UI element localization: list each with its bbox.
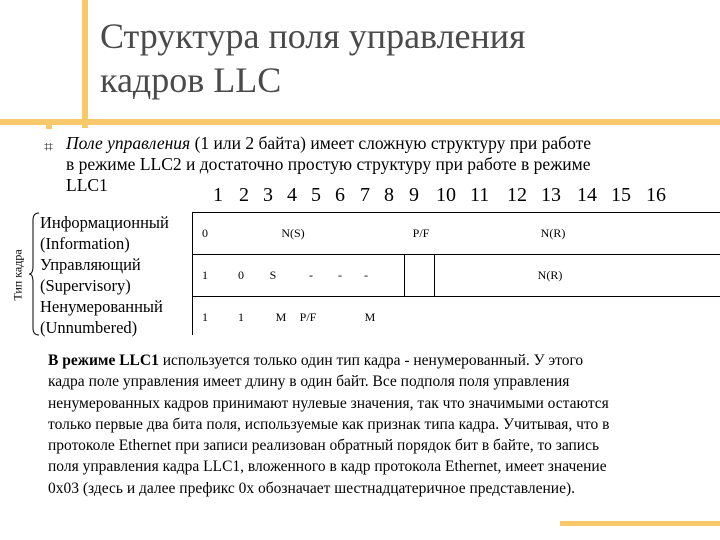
- bullet-icon: ⌗: [44, 139, 54, 156]
- title-line-2: кадров LLC: [100, 60, 282, 100]
- frame-type-axis-label: [8, 215, 28, 335]
- bit-number: 11: [470, 184, 490, 206]
- sup-dash-2: -: [338, 268, 342, 282]
- decorative-horizontal-bar: [0, 119, 720, 125]
- info-ns: N(S): [281, 226, 305, 240]
- frame-type-list: [40, 212, 169, 338]
- unn-bit1: 1: [202, 310, 208, 324]
- bit-number: 4: [287, 184, 297, 206]
- brace-icon: [28, 212, 40, 336]
- unn-m2: M: [364, 310, 376, 324]
- body-line-4: только первые два бита поля, используемые как признак типа кадра. Учитывая, что в: [48, 415, 610, 433]
- bit-number: 16: [646, 184, 666, 206]
- bit-number: 5: [311, 184, 321, 206]
- table-border-top: [192, 212, 720, 213]
- bit-number: 13: [541, 184, 561, 206]
- intro-lead: Поле управления: [66, 133, 191, 153]
- table-divider-1: [192, 254, 720, 255]
- type-supervisory-en: (Supervisory): [40, 276, 131, 295]
- info-pf: P/F: [412, 226, 430, 240]
- body-line-6: поля управления кадра LLC1, вложенного в кадр протокола Ethernet, имеет значение: [48, 458, 607, 476]
- unn-m1: M: [275, 310, 287, 324]
- body-line-3: ненумерованных кадров принимают нулевые значения, так что значимыми остаются: [48, 394, 609, 412]
- bit-number: 12: [507, 184, 527, 206]
- intro-line-1: (1 или 2 байта) имеет сложную структуру при работе: [190, 133, 592, 153]
- llc1-paragraph: [48, 350, 708, 499]
- type-supervisory: Управляющий: [40, 255, 141, 274]
- table-separator-sup: [404, 254, 405, 296]
- sup-bit2: 0: [238, 268, 244, 282]
- bit-number: 1: [213, 184, 223, 206]
- bit-number: 14: [577, 184, 597, 206]
- body-line-2: кадра поле управления имеет длину в один байт. Все подполя поля управления: [48, 373, 570, 391]
- table-border-left: [192, 212, 193, 335]
- unn-pf: P/F: [299, 310, 317, 324]
- sup-s: S: [269, 268, 277, 282]
- type-information: Информационный: [40, 213, 169, 232]
- type-unnumbered-en: (Unnumbered): [40, 318, 138, 337]
- bit-number: 7: [360, 184, 370, 206]
- body-line-1: используется только один тип кадра - ненумерованный. У этого: [158, 352, 584, 369]
- table-separator-sup-2: [434, 254, 435, 296]
- decorative-tick: [46, 125, 52, 129]
- bit-number: 3: [263, 184, 273, 206]
- bit-number: 15: [611, 184, 631, 206]
- title-line-1: Структура поля управления: [100, 16, 526, 56]
- bit-number: 6: [335, 184, 345, 206]
- sup-nr: N(R): [537, 268, 563, 282]
- frame-type-label: Тип кадра: [10, 249, 25, 301]
- decorative-bottom-bar: [560, 521, 720, 526]
- sup-dash-3: -: [364, 268, 368, 282]
- slide-title: [100, 14, 700, 102]
- unn-bit2: 1: [238, 310, 244, 324]
- type-information-en: (Information): [40, 234, 130, 253]
- intro-line-2: в режиме LLC2 и достаточно простую структуру при работе в режиме: [66, 154, 591, 174]
- decorative-vertical-bar: [82, 0, 88, 128]
- info-bit1: 0: [202, 226, 208, 240]
- sup-dash-1: -: [309, 268, 313, 282]
- bit-number: 2: [239, 184, 249, 206]
- bit-number: 8: [384, 184, 394, 206]
- bit-number: 10: [436, 184, 456, 206]
- body-line-7: 0x03 (здесь и далее префикс 0x обозначает шестнадцатеричное представление).: [48, 479, 576, 497]
- info-nr: N(R): [540, 226, 566, 240]
- table-divider-2: [192, 296, 720, 297]
- sup-bit1: 1: [202, 268, 208, 282]
- intro-line-3: LLC1: [66, 175, 108, 195]
- body-line-5: протоколе Ethernet при записи реализован обратный порядок бит в байте, то запись: [48, 437, 600, 455]
- body-lead: В режиме LLC1: [48, 352, 159, 369]
- type-unnumbered: Ненумерованный: [40, 297, 163, 316]
- control-field-table: [192, 212, 720, 335]
- bit-number: 9: [409, 184, 419, 206]
